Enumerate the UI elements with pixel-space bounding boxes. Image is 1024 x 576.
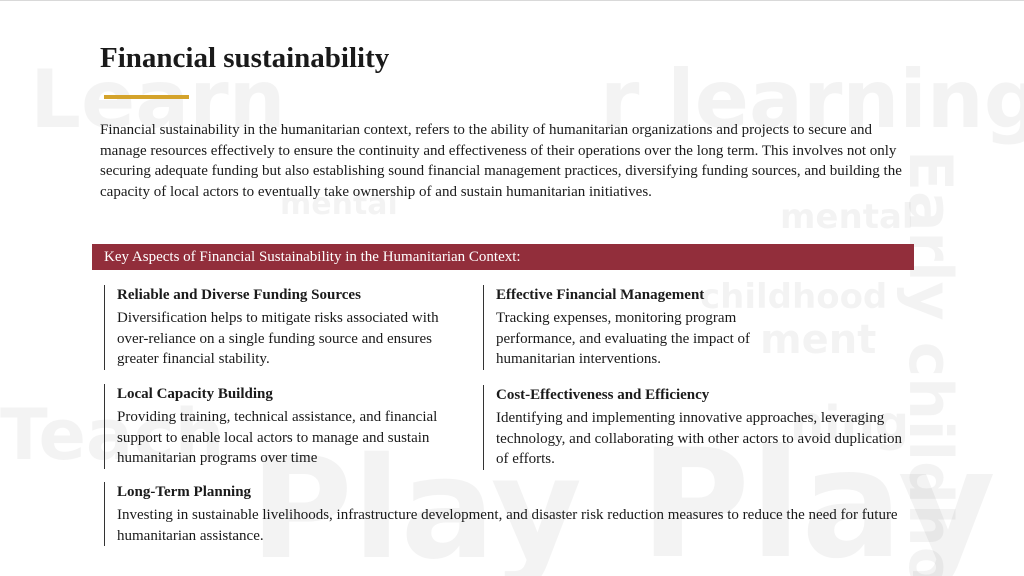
aspect-title: Local Capacity Building	[117, 386, 273, 402]
aspect-title: Cost-Effectiveness and Efficiency	[496, 387, 710, 403]
aspect-title: Reliable and Diverse Funding Sources	[117, 287, 361, 303]
page-title: Financial sustainability	[100, 42, 390, 74]
aspect-title: Long-Term Planning	[117, 484, 252, 500]
aspect-card-local-capacity	[104, 384, 469, 469]
section-banner: Key Aspects of Financial Sustainability in the Humanitarian Context:	[92, 244, 914, 270]
aspect-text: Tracking expenses, monitoring program performance, and evaluating the impact of humanitarian interventions.	[496, 310, 751, 367]
aspect-card-financial-management	[483, 285, 803, 370]
aspect-card-long-term-planning	[104, 482, 914, 546]
aspect-text: Providing training, technical assistance, and financial support to enable local actors to manage and sustain humanitarian programs over time	[117, 409, 438, 466]
aspect-text: Investing in sustainable livelihoods, infrastructure development, and disaster risk reduction measures to reduce the need for future humanitarian assistance.	[117, 507, 898, 544]
aspect-card-funding-sources	[104, 285, 469, 370]
intro-paragraph: Financial sustainability in the humanitarian context, refers to the ability of humanitarian organizations and projects to secure and manage resources effectively to ensure the continuity and effectiveness of their operations over the long term. This involves not only securing adequate funding but also establishing sound financial management practices, diversifying funding sources, and building the capacity of local actors to eventually take ownership of and sustain humanitarian initiatives.	[100, 122, 902, 200]
top-border	[0, 0, 1024, 1]
aspect-text: Identifying and implementing innovative approaches, leveraging technology, and collaborating with other actors to avoid duplication of efforts.	[496, 410, 903, 467]
title-accent-bar	[104, 95, 189, 99]
aspect-text: Diversification helps to mitigate risks associated with over-reliance on a single funding source and ensures greater financial stability.	[117, 310, 439, 367]
aspect-title: Effective Financial Management	[496, 287, 705, 303]
aspect-card-cost-effectiveness	[483, 385, 913, 470]
